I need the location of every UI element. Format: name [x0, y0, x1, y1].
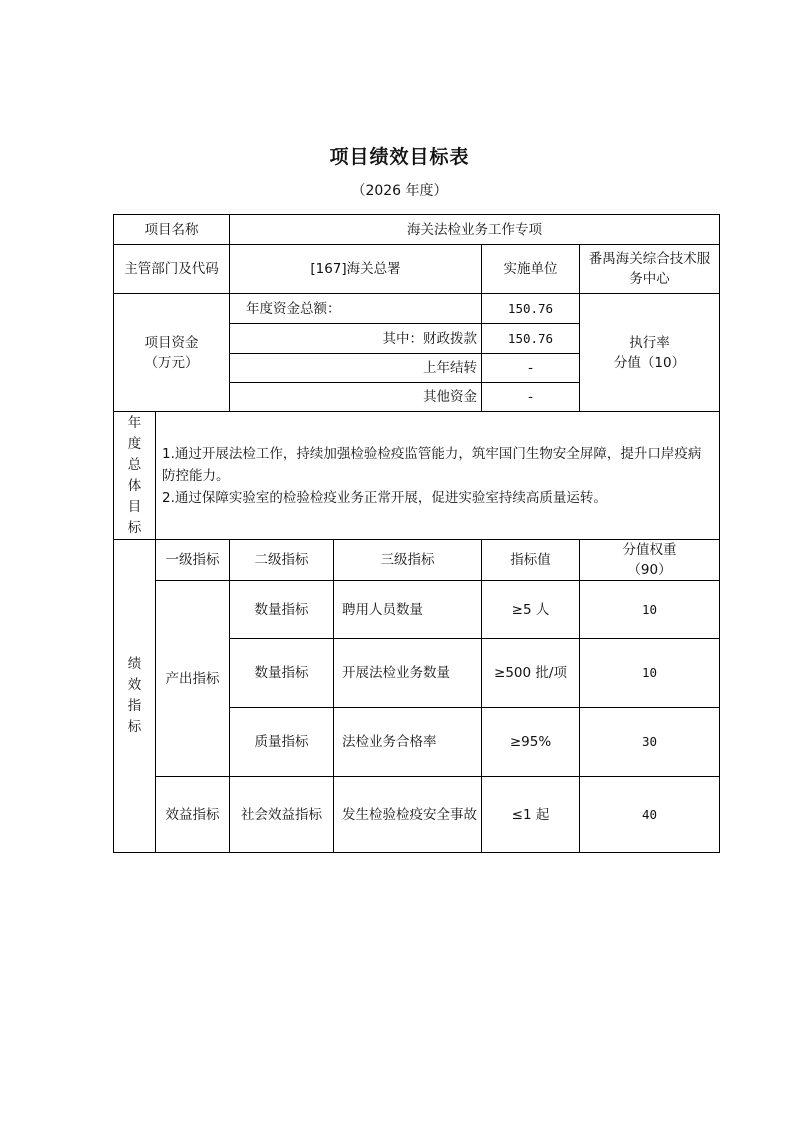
implementer-label: 实施单位	[482, 245, 580, 294]
header-weight-line1: 分值权重	[622, 542, 677, 558]
indicator-weight: 30	[580, 708, 720, 777]
project-name-label: 项目名称	[114, 215, 230, 245]
indicator-level2: 数量指标	[230, 581, 334, 639]
indicator-level2: 社会效益指标	[230, 777, 334, 853]
goals-label-char: 年	[127, 414, 142, 431]
funds-label-line2: （万元）	[144, 354, 199, 371]
goals-label-char: 标	[127, 519, 142, 536]
indicators-label-char: 效	[127, 677, 142, 693]
indicators-label-char: 标	[127, 719, 142, 735]
output-indicator-label: 产出指标	[156, 581, 230, 777]
indicators-label	[114, 540, 156, 853]
funds-fiscal-value: 150.76	[482, 324, 580, 354]
header-weight-line2: （90）	[627, 562, 672, 578]
indicator-level3: 聘用人员数量	[334, 581, 482, 639]
goals-content	[156, 412, 720, 540]
funds-total-label: 年度资金总额：	[230, 294, 482, 324]
project-name-row	[114, 215, 720, 245]
header-level3: 三级指标	[334, 540, 482, 581]
funds-other-value: -	[482, 383, 580, 412]
performance-table	[113, 214, 720, 853]
funds-fiscal-label: 其中：财政拨款	[230, 324, 482, 354]
goal-item-1: 1.通过开展法检工作，持续加强检验检疫监管能力，筑牢国门生物安全屏障，提升口岸疫病防控能力。	[162, 445, 702, 484]
indicator-weight: 40	[580, 777, 720, 853]
funds-label	[114, 294, 230, 412]
indicator-value: ≥5 人	[482, 581, 580, 639]
goals-row	[114, 412, 720, 540]
page-subtitle: （2026 年度）	[351, 183, 448, 199]
execution-rate-line2: 分值（10）	[613, 354, 686, 371]
indicator-header-row	[114, 540, 720, 581]
execution-rate	[580, 294, 720, 412]
indicators-label-char: 指	[127, 698, 142, 714]
indicator-level3: 开展法检业务数量	[334, 639, 482, 708]
header-level1: 一级指标	[156, 540, 230, 581]
funds-row	[114, 294, 720, 324]
department-value: [167]海关总署	[230, 245, 482, 294]
indicator-value: ≥500 批/项	[482, 639, 580, 708]
goals-label-char: 总	[127, 456, 142, 473]
goals-label-char: 度	[127, 435, 142, 452]
indicator-value: ≤1 起	[482, 777, 580, 853]
header-level2: 二级指标	[230, 540, 334, 581]
funds-carryover-label: 上年结转	[230, 354, 482, 383]
department-row	[114, 245, 720, 294]
goals-label-char: 目	[127, 498, 142, 515]
indicator-weight: 10	[580, 581, 720, 639]
funds-other-label: 其他资金	[230, 383, 482, 412]
header-weight	[580, 540, 720, 581]
page-title: 项目绩效目标表	[329, 146, 470, 168]
indicator-value: ≥95%	[482, 708, 580, 777]
indicator-level3: 发生检验检疫安全事故	[334, 777, 482, 853]
project-name-value: 海关法检业务工作专项	[230, 215, 720, 245]
indicator-row	[114, 777, 720, 853]
implementer-value: 番禺海关综合技术服务中心	[580, 245, 720, 294]
indicator-weight: 10	[580, 639, 720, 708]
department-label: 主管部门及代码	[114, 245, 230, 294]
benefit-indicator-label: 效益指标	[156, 777, 230, 853]
execution-rate-line1: 执行率	[629, 334, 670, 351]
indicator-level2: 数量指标	[230, 639, 334, 708]
funds-carryover-value: -	[482, 354, 580, 383]
goals-label-char: 体	[127, 477, 142, 494]
funds-label-line1: 项目资金	[144, 334, 199, 351]
goal-item-2: 2.通过保障实验室的检验检疫业务正常开展，促进实验室持续高质量运转。	[162, 489, 607, 506]
goals-label	[114, 412, 156, 540]
indicator-level2: 质量指标	[230, 708, 334, 777]
header-value: 指标值	[482, 540, 580, 581]
indicators-label-char: 绩	[127, 656, 142, 672]
funds-total-value: 150.76	[482, 294, 580, 324]
indicator-row	[114, 581, 720, 639]
indicator-level3: 法检业务合格率	[334, 708, 482, 777]
